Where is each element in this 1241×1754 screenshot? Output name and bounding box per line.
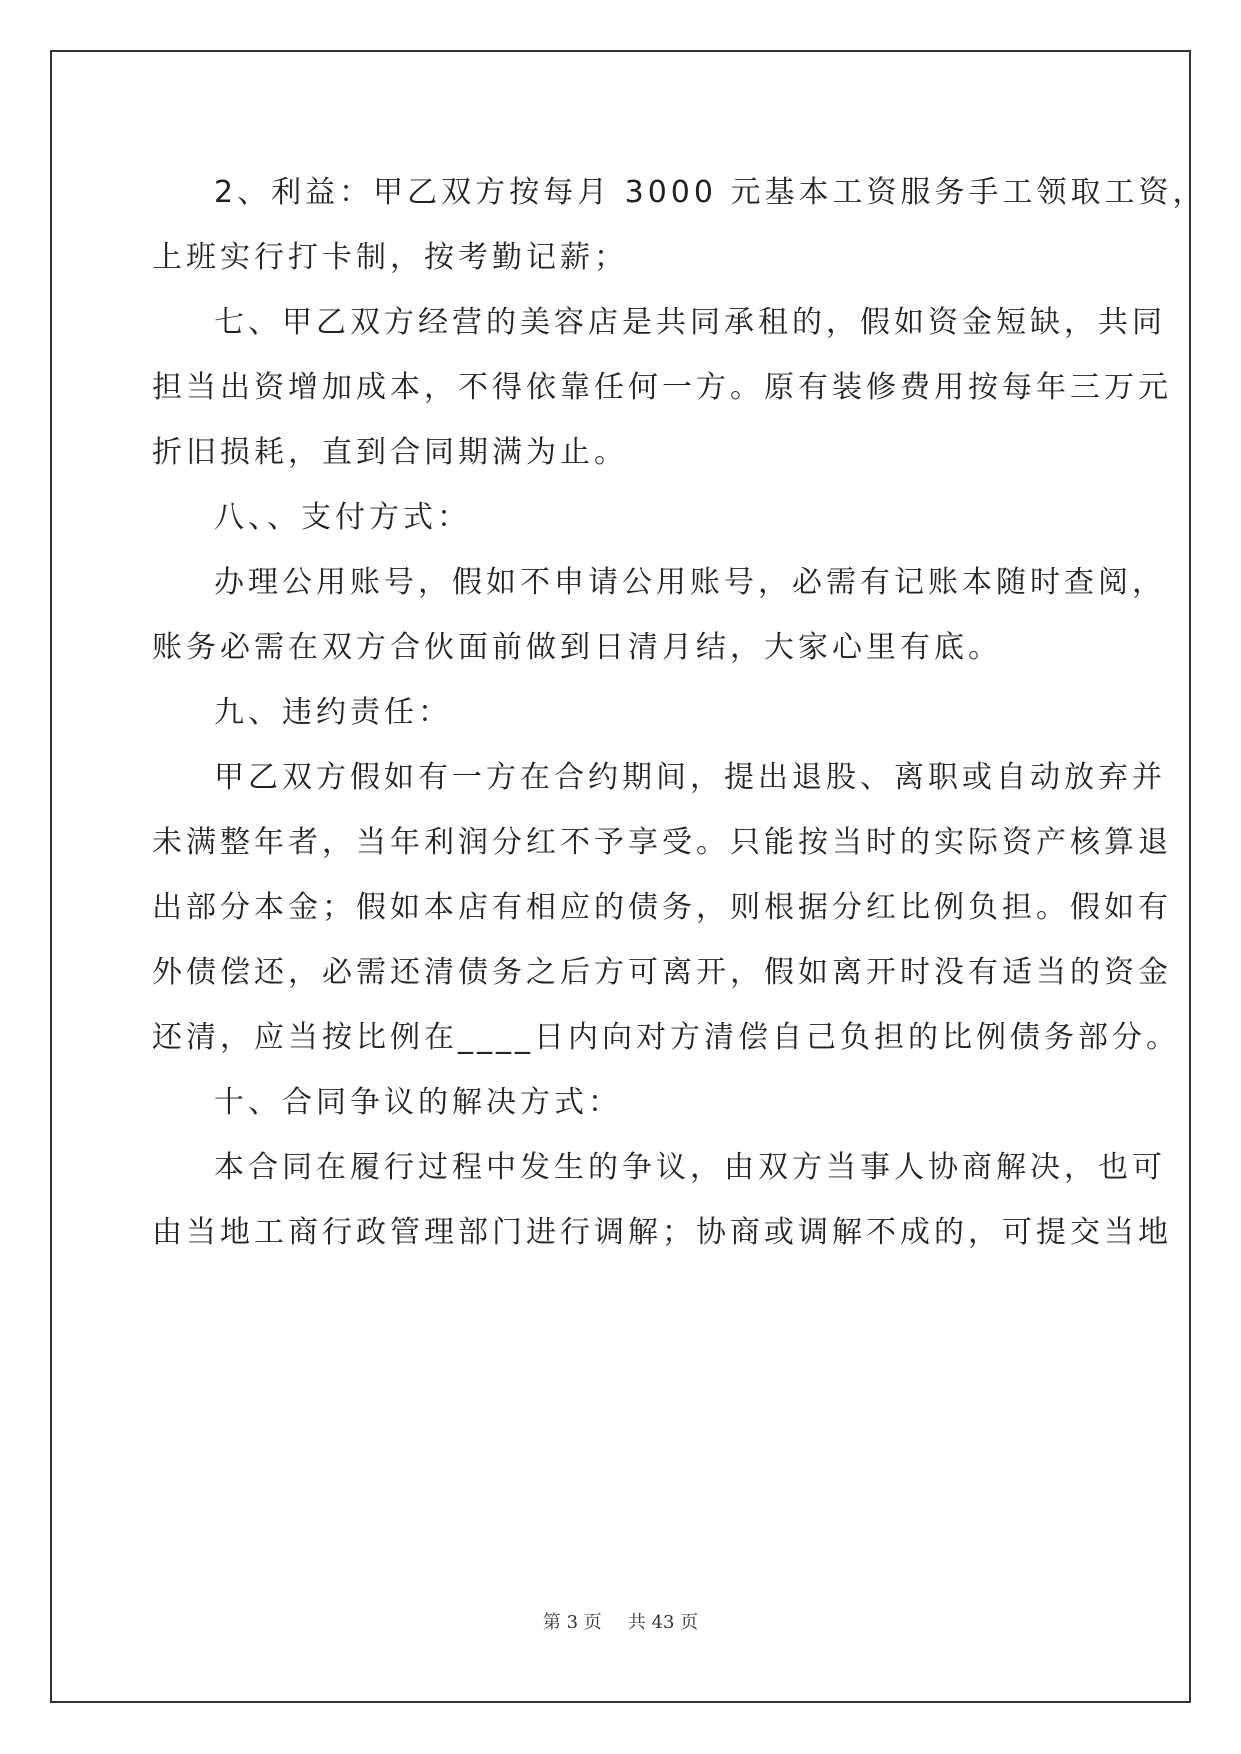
document-body <box>152 160 1207 1265</box>
page-footer <box>0 1608 1241 1634</box>
paragraph-line: 还清，应当按比例在____日内向对方清偿自己负担的比例债务部分。 <box>152 1020 1180 1055</box>
section-heading: 十、合同争议的解决方式： <box>214 1085 622 1120</box>
paragraph-line: 由当地工商行政管理部门进行调解；协商或调解不成的，可提交当地 <box>152 1215 1172 1250</box>
page-total: 共 43 页 <box>627 1612 699 1633</box>
paragraph-line: 外债偿还，必需还清债务之后方可离开，假如离开时没有适当的资金 <box>152 955 1172 990</box>
paragraph-line: 本合同在履行过程中发生的争议，由双方当事人协商解决，也可 <box>214 1150 1166 1185</box>
paragraph-line: 2、利益：甲乙双方按每月 3000 元基本工资服务手工领取工资， <box>214 175 1207 210</box>
paragraph-line: 上班实行打卡制，按考勤记薪； <box>152 240 628 275</box>
paragraph-line: 担当出资增加成本，不得依靠任何一方。原有装修费用按每年三万元 <box>152 370 1172 405</box>
page-number: 第 3 页 <box>542 1612 602 1633</box>
paragraph-line: 出部分本金；假如本店有相应的债务，则根据分红比例负担。假如有 <box>152 890 1172 925</box>
paragraph-line: 账务必需在双方合伙面前做到日清月结，大家心里有底。 <box>152 630 1002 665</box>
section-heading: 八、、支付方式： <box>214 500 471 535</box>
paragraph-line: 七、甲乙双方经营的美容店是共同承租的，假如资金短缺，共同 <box>214 305 1166 340</box>
paragraph-line: 未满整年者，当年利润分红不予享受。只能按当时的实际资产核算退 <box>152 825 1172 860</box>
paragraph-line: 办理公用账号，假如不申请公用账号，必需有记账本随时查阅， <box>214 565 1166 600</box>
section-heading: 九、违约责任： <box>214 695 452 730</box>
paragraph-line: 甲乙双方假如有一方在合约期间，提出退股、离职或自动放弃并 <box>214 760 1166 795</box>
paragraph-line: 折旧损耗，直到合同期满为止。 <box>152 435 628 470</box>
